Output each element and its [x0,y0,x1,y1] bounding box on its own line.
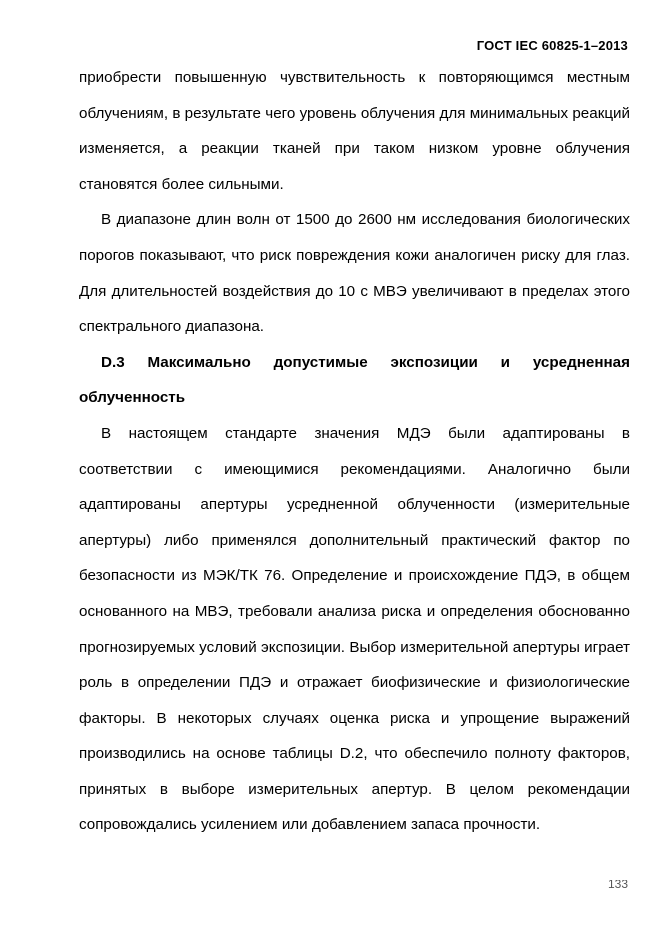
paragraph-wavelength-range: В диапазоне длин волн от 1500 до 2600 нм исследования биологических порогов показывают, что риск повреждения кожи аналогичен риску для глаз. Для длительностей воздействия до 10 с МВЭ увеличивают в пределах этого спектрального диапазона. [79,211,630,336]
section-heading-d3: D.3 Максимально допустимые экспозиции и усредненная облученность [79,353,630,407]
paragraph-mde-adaptation: В настоящем стандарте значения МДЭ были адаптированы в соответствии с имеющимися рекомендациями. Аналогично были адаптированы апертуры усредненной облученности (измерительные апертуры) либо применялся дополнительный практический фактор по безопасности из МЭК/ТК 76. Определение и происхождение ПДЭ, в общем основанного на МВЭ, требовали анализа риска и определения обоснованно прогнозируемых условий экспозиции. Выбор измерительной апертуры играет роль в определении ПДЭ и отражает биофизические и физиологические факторы. В некоторых случаях оценка риска и упрощение выражений производились на основе таблицы D.2, что обеспечило полноту факторов, принятых в выборе измерительных апертур. В целом рекомендации сопровождались усилением или добавлением запаса прочности. [79,424,630,834]
page-number: 133 [608,880,629,890]
document-header: ГОСТ IEC 60825-1–2013 [476,38,628,53]
paragraph-continuation: приобрести повышенную чувствительность к повторяющимся местным облучениям, в результате чего уровень облучения для минимальных реакций изменяется, а реакции тканей при таком низком уровне облучения становятся более сильными. [79,69,630,193]
document-body [79,60,630,843]
